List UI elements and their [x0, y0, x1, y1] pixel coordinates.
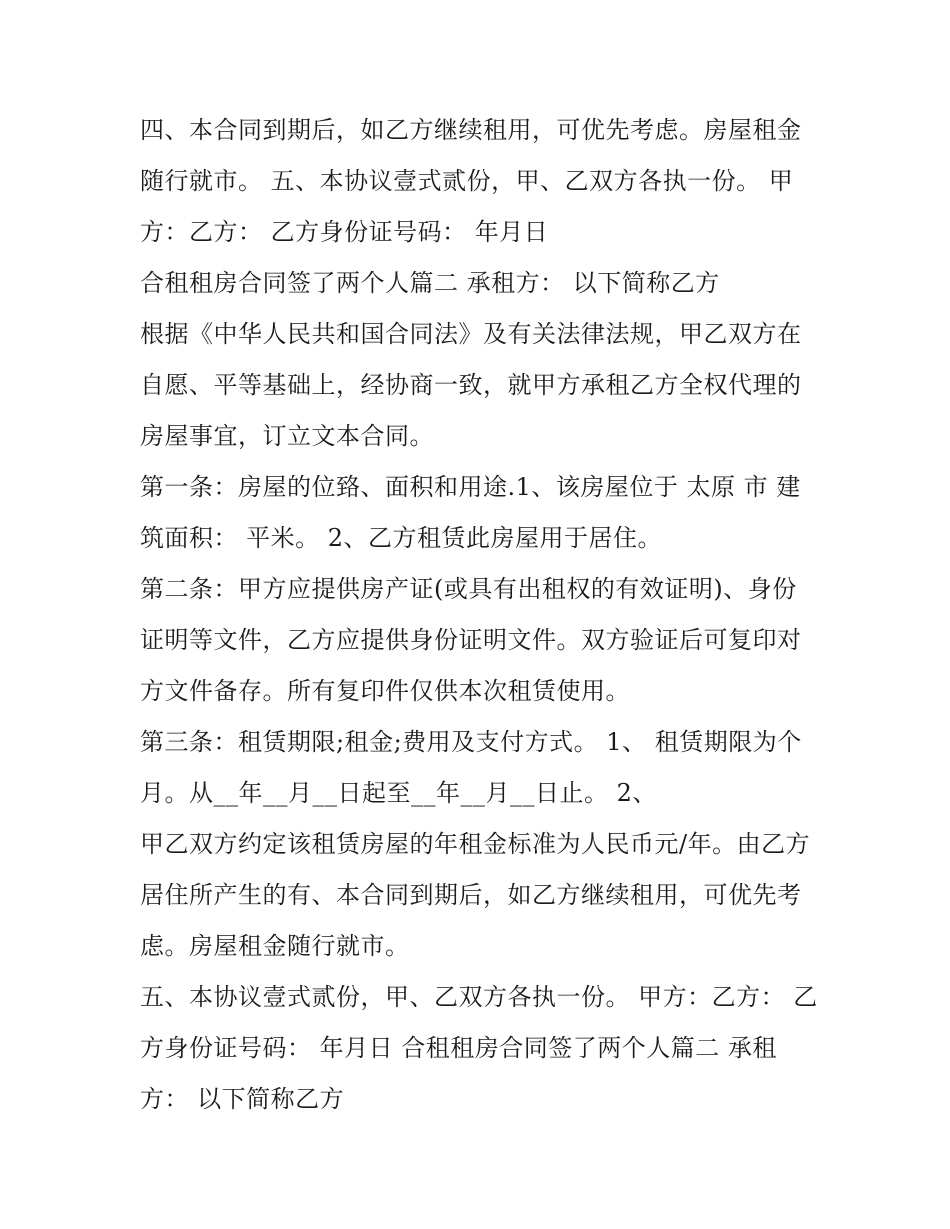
paragraph-section-heading: 合租租房合同签了两个人篇二 承租方： 以下简称乙方	[140, 269, 720, 297]
paragraph-closing: 五、本协议壹式贰份，甲、乙双方各执一份。 甲方：乙方： 乙方身份证号码： 年月日 合租租房合同签了两个人篇二 承租方： 以下简称乙方	[140, 983, 818, 1113]
paragraph-clause-four-five: 四、本合同到期后，如乙方继续租用，可优先考虑。房屋租金随行就市。 五、本协议壹式贰份，甲、乙双方各执一份。 甲方：乙方： 乙方身份证号码： 年月日	[140, 116, 802, 246]
paragraph-article-one: 第一条：房屋的位臵、面积和用途.1、该房屋位于 太原 市 建筑面积： 平米。 2、乙方租赁此房屋用于居住。	[140, 473, 801, 552]
paragraph-preamble: 根据《中华人民共和国合同法》及有关法律法规，甲乙双方在自愿、平等基础上，经协商一致，就甲方承租乙方全权代理的房屋事宜，订立文本合同。	[140, 320, 802, 450]
paragraph-rent-terms: 甲乙双方约定该租赁房屋的年租金标准为人民币元/年。由乙方居住所产生的有、本合同到期后，如乙方继续租用，可优先考虑。房屋租金随行就市。	[140, 830, 811, 960]
paragraph-article-two: 第二条：甲方应提供房产证(或具有出租权的有效证明)、身份证明等文件，乙方应提供身份证明文件。双方验证后可复印对方文件备存。所有复印件仅供本次租赁使用。	[140, 575, 802, 705]
paragraph-article-three: 第三条：租赁期限;租金;费用及支付方式。 1、 租赁期限为个月。从__年__月__日起至__年__月__日止。 2、	[140, 728, 802, 807]
document-body	[140, 105, 820, 1125]
